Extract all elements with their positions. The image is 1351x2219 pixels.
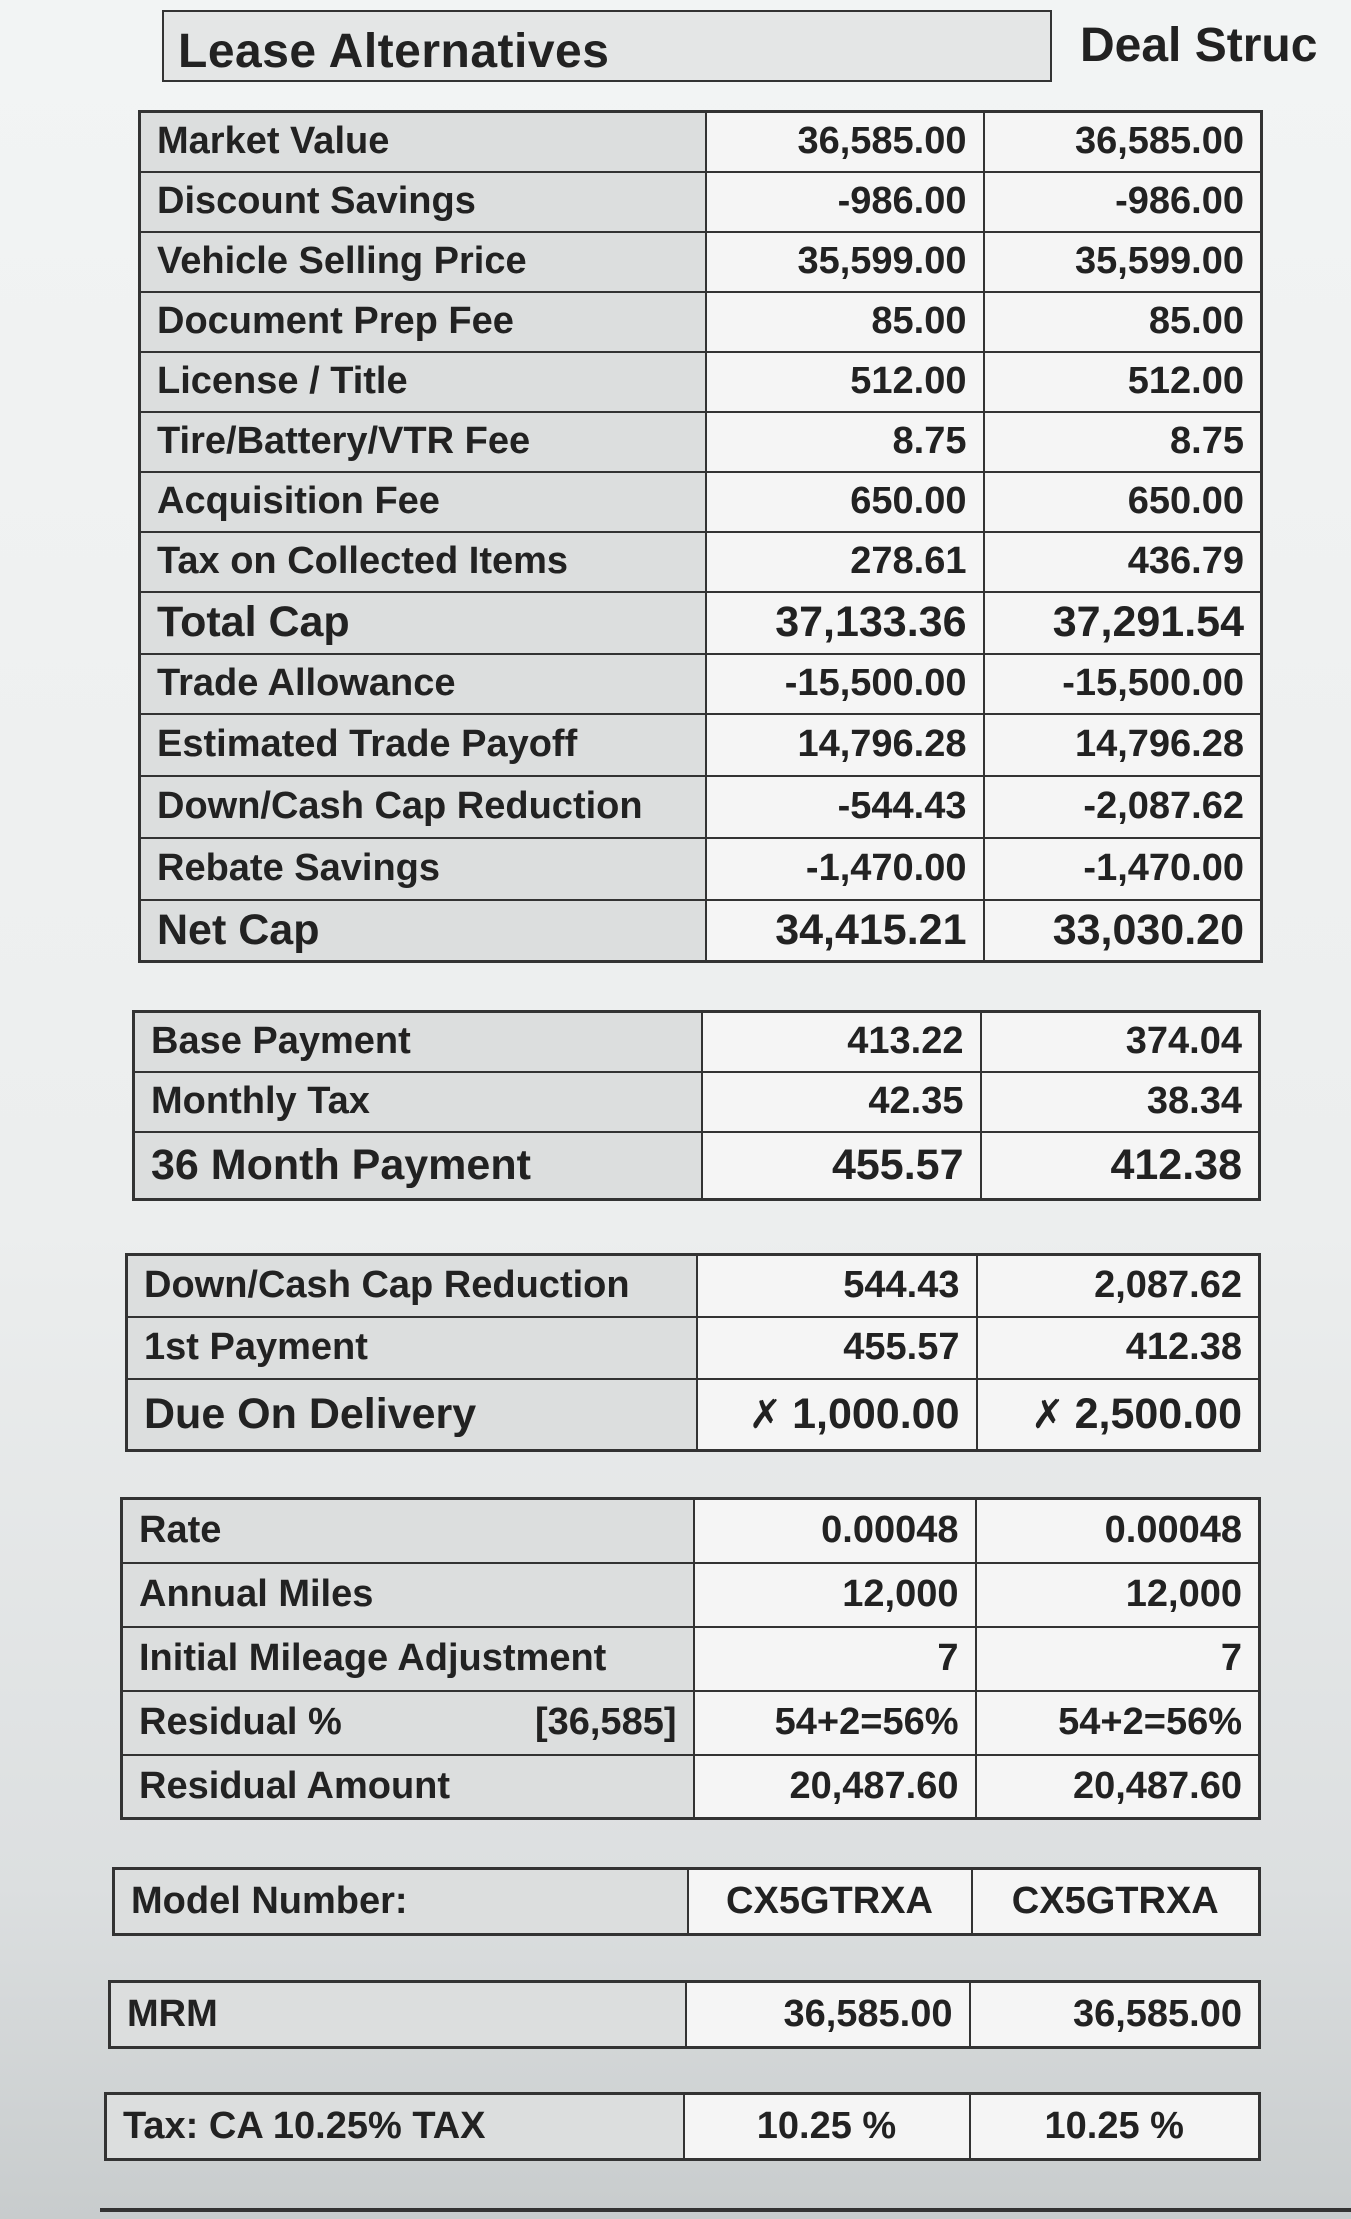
handwritten-mark-2: ✗ xyxy=(1031,1392,1065,1437)
cell-option-2: 436.79 xyxy=(984,532,1262,592)
cell-option-1: 455.57 xyxy=(697,1317,977,1379)
row-label: Trade Allowance xyxy=(140,654,706,714)
table-row xyxy=(140,654,1262,714)
cell-option-2: 7 xyxy=(976,1627,1260,1691)
cell-option-1 xyxy=(697,1379,977,1451)
row-label: License / Title xyxy=(140,352,706,412)
tax-table xyxy=(104,2092,1261,2161)
cell-option-2: -15,500.00 xyxy=(984,654,1262,714)
cell-option-2: 8.75 xyxy=(984,412,1262,472)
row-label: Rate xyxy=(122,1499,694,1563)
row-label: Tire/Battery/VTR Fee xyxy=(140,412,706,472)
delivery-table xyxy=(125,1253,1261,1452)
cell-option-1: -986.00 xyxy=(706,172,984,232)
cell-option-2: 10.25 % xyxy=(970,2094,1260,2160)
cap-cost-table xyxy=(138,110,1263,963)
cell-option-2: 374.04 xyxy=(981,1012,1260,1072)
row-label: Net Cap xyxy=(140,900,706,962)
table-row xyxy=(127,1255,1260,1317)
row-label: Vehicle Selling Price xyxy=(140,232,706,292)
table-row xyxy=(122,1627,1260,1691)
cell-option-1: 455.57 xyxy=(702,1132,981,1200)
table-row xyxy=(140,292,1262,352)
row-label: Due On Delivery xyxy=(127,1379,697,1451)
table-row xyxy=(140,472,1262,532)
due-value-1: 1,000.00 xyxy=(792,1389,960,1438)
title-box xyxy=(162,10,1052,82)
row-label: Down/Cash Cap Reduction xyxy=(140,776,706,838)
table-row xyxy=(140,900,1262,962)
row-label: Down/Cash Cap Reduction xyxy=(127,1255,697,1317)
table-row xyxy=(140,112,1262,172)
row-label: Residual Amount xyxy=(122,1755,694,1819)
row-label: Market Value xyxy=(140,112,706,172)
cell-option-1: 10.25 % xyxy=(684,2094,970,2160)
row-label: Annual Miles xyxy=(122,1563,694,1627)
cell-option-2: 512.00 xyxy=(984,352,1262,412)
due-value-2: 2,500.00 xyxy=(1074,1389,1242,1438)
row-label: MRM xyxy=(110,1982,686,2048)
row-label: Rebate Savings xyxy=(140,838,706,900)
cell-option-2: 35,599.00 xyxy=(984,232,1262,292)
cell-option-2: 36,585.00 xyxy=(984,112,1262,172)
handwritten-mark-1: ✗ xyxy=(748,1392,783,1437)
cell-option-1: 14,796.28 xyxy=(706,714,984,776)
row-label: Tax: CA 10.25% TAX xyxy=(106,2094,684,2160)
cell-option-2: 650.00 xyxy=(984,472,1262,532)
row-label: Monthly Tax xyxy=(134,1072,702,1132)
residual-label: Residual % xyxy=(139,1701,342,1743)
row-label: Estimated Trade Payoff xyxy=(140,714,706,776)
bottom-rule xyxy=(100,2208,1351,2212)
cell-option-2: -1,470.00 xyxy=(984,838,1262,900)
row-label: 36 Month Payment xyxy=(134,1132,702,1200)
table-row xyxy=(140,412,1262,472)
cell-option-1: 413.22 xyxy=(702,1012,981,1072)
cell-option-2: 54+2=56% xyxy=(976,1691,1260,1755)
cell-option-2: 2,087.62 xyxy=(977,1255,1260,1317)
cell-option-1: 544.43 xyxy=(697,1255,977,1317)
cell-option-1: 650.00 xyxy=(706,472,984,532)
cell-option-1: -1,470.00 xyxy=(706,838,984,900)
table-row xyxy=(122,1755,1260,1819)
cell-option-1: 8.75 xyxy=(706,412,984,472)
cell-option-2: -2,087.62 xyxy=(984,776,1262,838)
cell-option-2: CX5GTRXA xyxy=(972,1869,1260,1935)
table-row xyxy=(114,1869,1260,1935)
rate-table xyxy=(120,1497,1261,1820)
table-row xyxy=(134,1072,1260,1132)
table-row xyxy=(140,776,1262,838)
table-row xyxy=(140,232,1262,292)
model-table xyxy=(112,1867,1261,1936)
table-row xyxy=(127,1317,1260,1379)
table-row xyxy=(134,1132,1260,1200)
table-row xyxy=(140,172,1262,232)
row-label: Tax on Collected Items xyxy=(140,532,706,592)
table-row xyxy=(140,592,1262,654)
table-row xyxy=(140,838,1262,900)
table-row xyxy=(140,352,1262,412)
mrm-table xyxy=(108,1980,1261,2049)
cell-option-1: -544.43 xyxy=(706,776,984,838)
cell-option-2: 37,291.54 xyxy=(984,592,1262,654)
table-row xyxy=(140,532,1262,592)
residual-msrp: [36,585] xyxy=(534,1701,677,1743)
cell-option-1: 37,133.36 xyxy=(706,592,984,654)
cell-option-1: 85.00 xyxy=(706,292,984,352)
cell-option-2: 85.00 xyxy=(984,292,1262,352)
payment-table xyxy=(132,1010,1261,1201)
row-label: Discount Savings xyxy=(140,172,706,232)
cell-option-1: CX5GTRXA xyxy=(688,1869,972,1935)
table-row xyxy=(106,2094,1260,2160)
row-label: Document Prep Fee xyxy=(140,292,706,352)
cell-option-1: 7 xyxy=(694,1627,976,1691)
table-row xyxy=(134,1012,1260,1072)
cell-option-2: 20,487.60 xyxy=(976,1755,1260,1819)
row-label: Total Cap xyxy=(140,592,706,654)
cell-option-1: -15,500.00 xyxy=(706,654,984,714)
cell-option-2: -986.00 xyxy=(984,172,1262,232)
row-label: Initial Mileage Adjustment xyxy=(122,1627,694,1691)
table-row xyxy=(140,714,1262,776)
table-row xyxy=(122,1563,1260,1627)
cell-option-2: 12,000 xyxy=(976,1563,1260,1627)
cell-option-2: 33,030.20 xyxy=(984,900,1262,962)
table-row xyxy=(122,1691,1260,1755)
row-label: Acquisition Fee xyxy=(140,472,706,532)
cell-option-1: 36,585.00 xyxy=(686,1982,970,2048)
row-label: 1st Payment xyxy=(127,1317,697,1379)
cell-option-2: 38.34 xyxy=(981,1072,1260,1132)
table-row xyxy=(110,1982,1260,2048)
row-label xyxy=(122,1691,694,1755)
table-row xyxy=(122,1499,1260,1563)
cell-option-1: 0.00048 xyxy=(694,1499,976,1563)
cell-option-2: 0.00048 xyxy=(976,1499,1260,1563)
cell-option-1: 20,487.60 xyxy=(694,1755,976,1819)
cell-option-2 xyxy=(977,1379,1260,1451)
cell-option-1: 42.35 xyxy=(702,1072,981,1132)
cell-option-1: 12,000 xyxy=(694,1563,976,1627)
page-title: Lease Alternatives xyxy=(178,25,610,78)
cell-option-1: 512.00 xyxy=(706,352,984,412)
cell-option-2: 14,796.28 xyxy=(984,714,1262,776)
cell-option-1: 278.61 xyxy=(706,532,984,592)
row-label: Model Number: xyxy=(114,1869,688,1935)
cell-option-1: 35,599.00 xyxy=(706,232,984,292)
deal-structure-title: Deal Struc xyxy=(1080,19,1318,72)
cell-option-1: 36,585.00 xyxy=(706,112,984,172)
table-row xyxy=(127,1379,1260,1451)
cell-option-1: 34,415.21 xyxy=(706,900,984,962)
cell-option-1: 54+2=56% xyxy=(694,1691,976,1755)
row-label: Base Payment xyxy=(134,1012,702,1072)
cell-option-2: 36,585.00 xyxy=(970,1982,1260,2048)
cell-option-2: 412.38 xyxy=(977,1317,1260,1379)
cell-option-2: 412.38 xyxy=(981,1132,1260,1200)
